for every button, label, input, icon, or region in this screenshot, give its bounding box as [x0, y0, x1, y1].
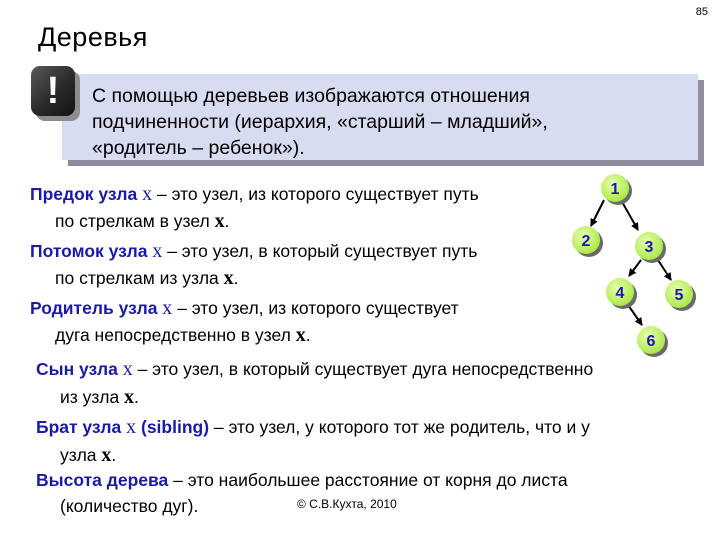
- banner-line: С помощью деревьев изображаются отношения: [92, 85, 530, 107]
- exclamation-icon: !: [31, 66, 75, 116]
- tree-node-label: 5: [674, 287, 684, 304]
- term-descendant: Потомок узла x: [30, 240, 163, 262]
- banner-line: «родитель – ребенок»).: [92, 137, 305, 159]
- def-sibling-cont: узла x.: [60, 444, 117, 466]
- tree-node-2: [572, 226, 603, 257]
- tree-node-label: 2: [581, 233, 591, 250]
- tree-edge: [628, 305, 642, 325]
- tree-node-label: 6: [646, 333, 656, 350]
- copyright: © С.В.Кухта, 2010: [297, 497, 397, 511]
- tree-edge: [658, 260, 671, 280]
- tree-node-6: [637, 326, 668, 357]
- tree-node-5: [665, 280, 696, 311]
- def-parent-cont: дуга непосредственно в узел x.: [55, 324, 311, 346]
- term-child: Сын узла x: [36, 358, 133, 380]
- def-descendant-cont: по стрелкам из узла x.: [55, 267, 239, 289]
- tree-edge: [629, 260, 641, 276]
- tree-diagram: [555, 170, 705, 360]
- def-height-cont: (количество дуг).: [60, 496, 199, 516]
- banner-line: подчиненности (иерархия, «старший – младший»,: [92, 111, 548, 133]
- slide-title: Деревья: [38, 22, 148, 52]
- def-height: Высота дерева – это наибольшее расстояние от корня до листа: [36, 470, 568, 490]
- term-sibling: Брат узла x (sibling): [36, 416, 210, 438]
- term-parent: Родитель узла x: [30, 297, 173, 319]
- def-child: Сын узла x – это узел, в который существует дуга непосредственно: [36, 358, 594, 380]
- tree-node-label: 1: [610, 181, 620, 198]
- tree-node-4: [606, 278, 637, 309]
- def-ancestor: Предок узла x – это узел, из которого существует путь: [30, 183, 479, 205]
- def-ancestor-cont: по стрелкам в узел x.: [55, 210, 230, 232]
- tree-edge: [621, 200, 638, 230]
- banner-text: [92, 83, 692, 161]
- def-sibling: Брат узла x (sibling) – это узел, у которого тот же родитель, что и у: [36, 416, 590, 438]
- def-descendant: Потомок узла x – это узел, в который существует путь: [30, 240, 478, 262]
- tree-node-label: 4: [615, 285, 625, 302]
- page-number: 85: [695, 6, 708, 18]
- tree-edge: [591, 200, 604, 226]
- tree-node-1: [601, 174, 632, 205]
- def-parent: Родитель узла x – это узел, из которого существует: [30, 297, 459, 319]
- term-ancestor: Предок узла x: [30, 183, 153, 205]
- tree-node-3: [635, 232, 666, 263]
- tree-node-label: 3: [644, 239, 654, 256]
- def-child-cont: из узла x.: [60, 386, 139, 408]
- term-height: Высота дерева: [36, 470, 169, 490]
